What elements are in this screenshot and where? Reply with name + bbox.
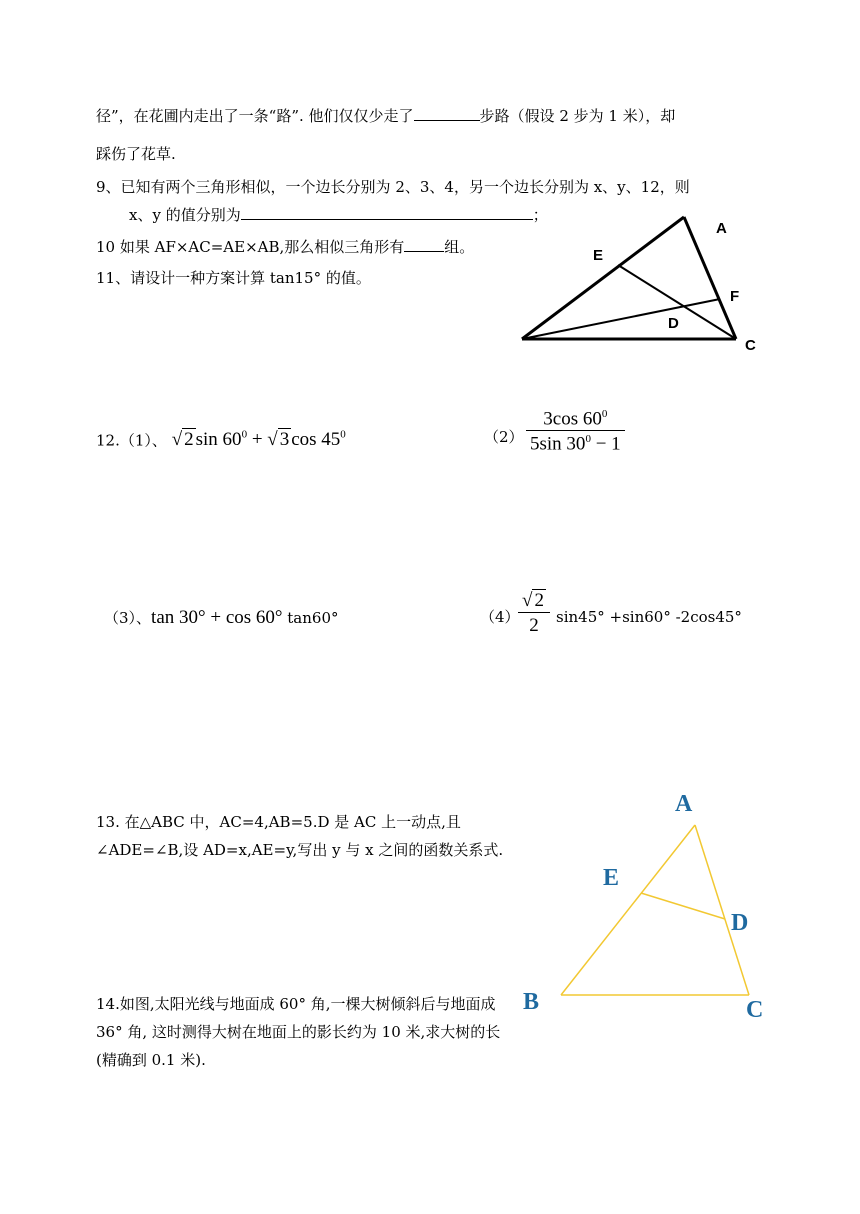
- q8-text-b: 步路（假设 2 步为 1 米），却: [479, 107, 676, 125]
- fig1-side-ba: [522, 217, 684, 339]
- sqrt-3: 3: [279, 429, 290, 451]
- q12-2-label: （2）: [484, 428, 524, 446]
- q12-2-numerator: 3cos $60^0$: [543, 408, 608, 430]
- fig2-segment-ed: [641, 893, 725, 919]
- q12-2-denominator: 5sin $30^0 - 1$: [526, 430, 625, 455]
- q12-3: [104, 605, 339, 631]
- question-14: 14.如图,太阳光线与地面成 60° 角,一棵大树倾斜后与地面成 36° 角, 这时测得大树在地面上的影长约为 10 米,求大树的长(精确到 0.1 米).: [96, 995, 501, 1069]
- q12-1-expression: √ 2 $\sin 60^0$ + √ 3 $\cos 45^0$: [171, 429, 346, 451]
- q12-3-label: （3）、: [104, 609, 152, 627]
- q12-4-numerator: √ 2: [522, 590, 544, 611]
- q10-answer-blank[interactable]: [404, 235, 444, 252]
- q12-2-fraction: [526, 408, 625, 456]
- question-11: 11、请设计一种方案计算 tan15° 的值。: [96, 269, 371, 287]
- q12-3-tail: tan60°: [287, 609, 339, 627]
- q12-4-denominator: 2: [518, 612, 550, 637]
- q12-3-expression: tan 30° + cos 60°: [151, 607, 283, 628]
- fig1-label-a: A: [716, 220, 727, 237]
- q8-text-a: 径”，在花圃内走出了一条“路”. 他们仅仅少走了: [96, 107, 414, 125]
- fig2-label-c: C: [746, 997, 764, 1023]
- q12-4-label: （4）: [480, 608, 520, 626]
- fig2-label-a: A: [675, 791, 693, 817]
- fig1-label-d: D: [668, 315, 679, 332]
- q9-tail: ；: [532, 206, 548, 224]
- fig2-label-b: B: [523, 989, 540, 1015]
- question-13: 13. 在△ABC 中，AC=4,AB=5.D 是 AC 上一动点,且∠ADE=∠B,设 AD=x,AE=y,写出 y 与 x 之间的函数关系式.: [96, 813, 504, 859]
- q8-answer-blank[interactable]: [414, 104, 480, 121]
- sqrt-2: 2: [184, 429, 194, 451]
- q12-1: [96, 422, 346, 453]
- q9-answer-blank[interactable]: [241, 203, 533, 220]
- sin60: sin 60: [195, 429, 242, 451]
- question-9: 9、已知有两个三角形相似，一个边长分别为 2、3、4，另一个边长分别为 x、y、12，则: [96, 178, 690, 196]
- line-continuation: [96, 104, 675, 127]
- q10-text: 10 如果 AF×AC=AE×AB,那么相似三角形有: [96, 238, 405, 256]
- q12-1-label: 12.（1）、: [96, 431, 167, 450]
- q10-tail: 组。: [444, 238, 475, 256]
- figure-1-triangle: [500, 205, 780, 365]
- question-10: [96, 235, 474, 258]
- q12-4-tail: sin45° +sin60° -2cos45°: [556, 608, 742, 626]
- plus-sign: +: [247, 429, 268, 451]
- figure-2-triangle: [515, 785, 775, 1030]
- fig1-label-f: F: [730, 288, 740, 305]
- line-continuation-2: 踩伤了花草.: [96, 145, 176, 163]
- fig1-side-ac: [684, 217, 736, 339]
- cos45: cos 45: [291, 429, 341, 451]
- fig1-label-c: C: [745, 337, 756, 354]
- q9-text: x、y 的值分别为: [129, 206, 241, 224]
- fig2-label-d: D: [731, 910, 749, 936]
- fig1-label-e: E: [593, 247, 604, 264]
- fig2-label-e: E: [603, 865, 620, 891]
- question-9-line2: [129, 203, 548, 226]
- q12-4-fraction: [518, 590, 550, 637]
- deg-sup-1: 0: [241, 429, 248, 441]
- fig2-side-ab: [561, 825, 695, 995]
- fig1-segment-bf: [522, 299, 720, 339]
- deg-sup-2: 0: [340, 429, 346, 441]
